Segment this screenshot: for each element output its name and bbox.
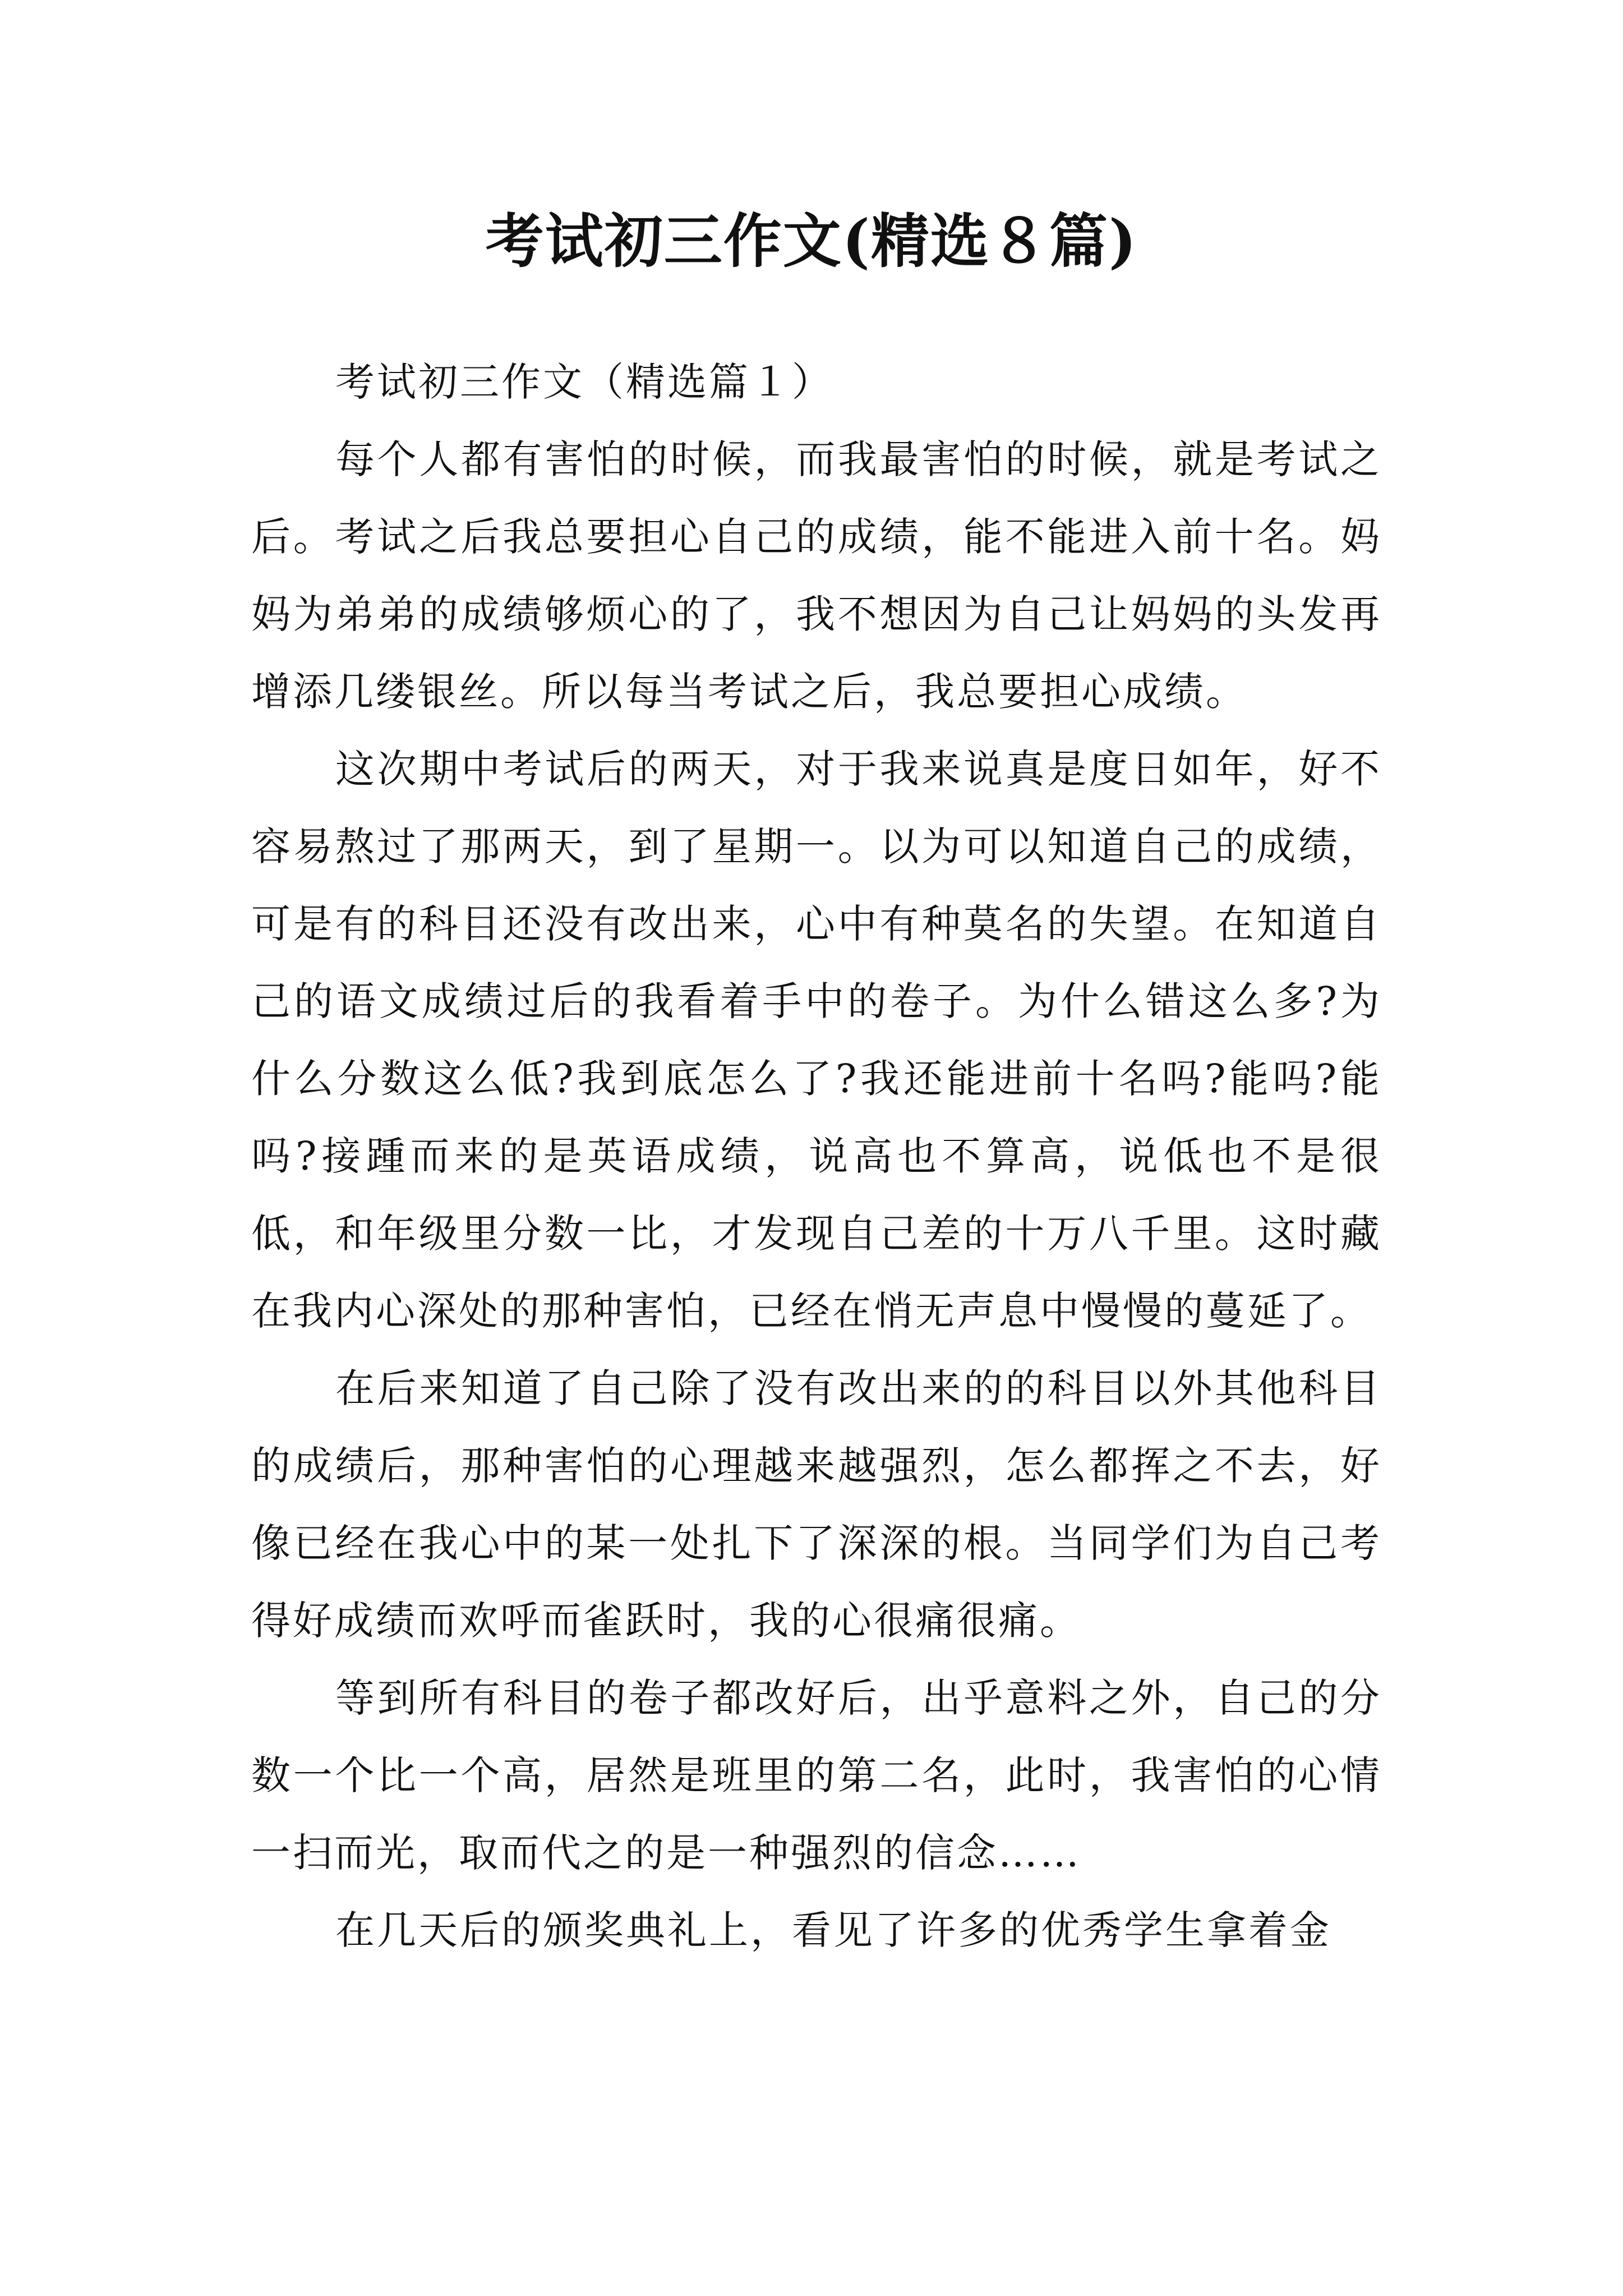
paragraph: 每个人都有害怕的时候，而我最害怕的时候，就是考试之后。考试之后我总要担心自己的成绩，能不能进入前十名。妈妈为弟弟的成绩够烦心的了，我不想因为自己让妈妈的头发再增添几缕银丝。所以每当考试之后，我总要担心成绩。 xyxy=(251,436,1382,715)
paragraph: 这次期中考试后的两天，对于我来说真是度日如年，好不容易熬过了那两天，到了星期一。以为可以知道自己的成绩，可是有的科目还没有改出来，心中有种莫名的失望。在知道自己的语文成绩过后的我看着手中的卷子。为什么错这么多?为什么分数这么低?我到底怎么了?我还能进前十名吗?能吗?能吗?接踵而来的是英语成绩，说高也不算高，说低也不是很低，和年级里分数一比，才发现自己差的十万八千里。这时藏在我内心深处的那种害怕，已经在悄无声息中慢慢的蔓延了。 xyxy=(251,746,1382,1334)
paragraph: 在后来知道了自己除了没有改出来的的科目以外其他科目的成绩后，那种害怕的心理越来越强烈，怎么都挥之不去，好像已经在我心中的某一处扎下了深深的根。当同学们为自己考得好成绩而欢呼而雀跃时，我的心很痛很痛。 xyxy=(251,1365,1382,1644)
document-body xyxy=(251,343,1382,1969)
document-title: 考试初三作文(精选８篇) xyxy=(485,206,1138,275)
section-heading: 考试初三作文（精选篇１） xyxy=(335,359,833,405)
paragraph: 在几天后的颁奖典礼上，看见了许多的优秀学生拿着金 xyxy=(335,1907,1331,1953)
paragraph: 等到所有科目的卷子都改好后，出乎意料之外，自己的分数一个比一个高，居然是班里的第二名，此时，我害怕的心情一扫而光，取而代之的是一种强烈的信念…… xyxy=(251,1675,1382,1876)
